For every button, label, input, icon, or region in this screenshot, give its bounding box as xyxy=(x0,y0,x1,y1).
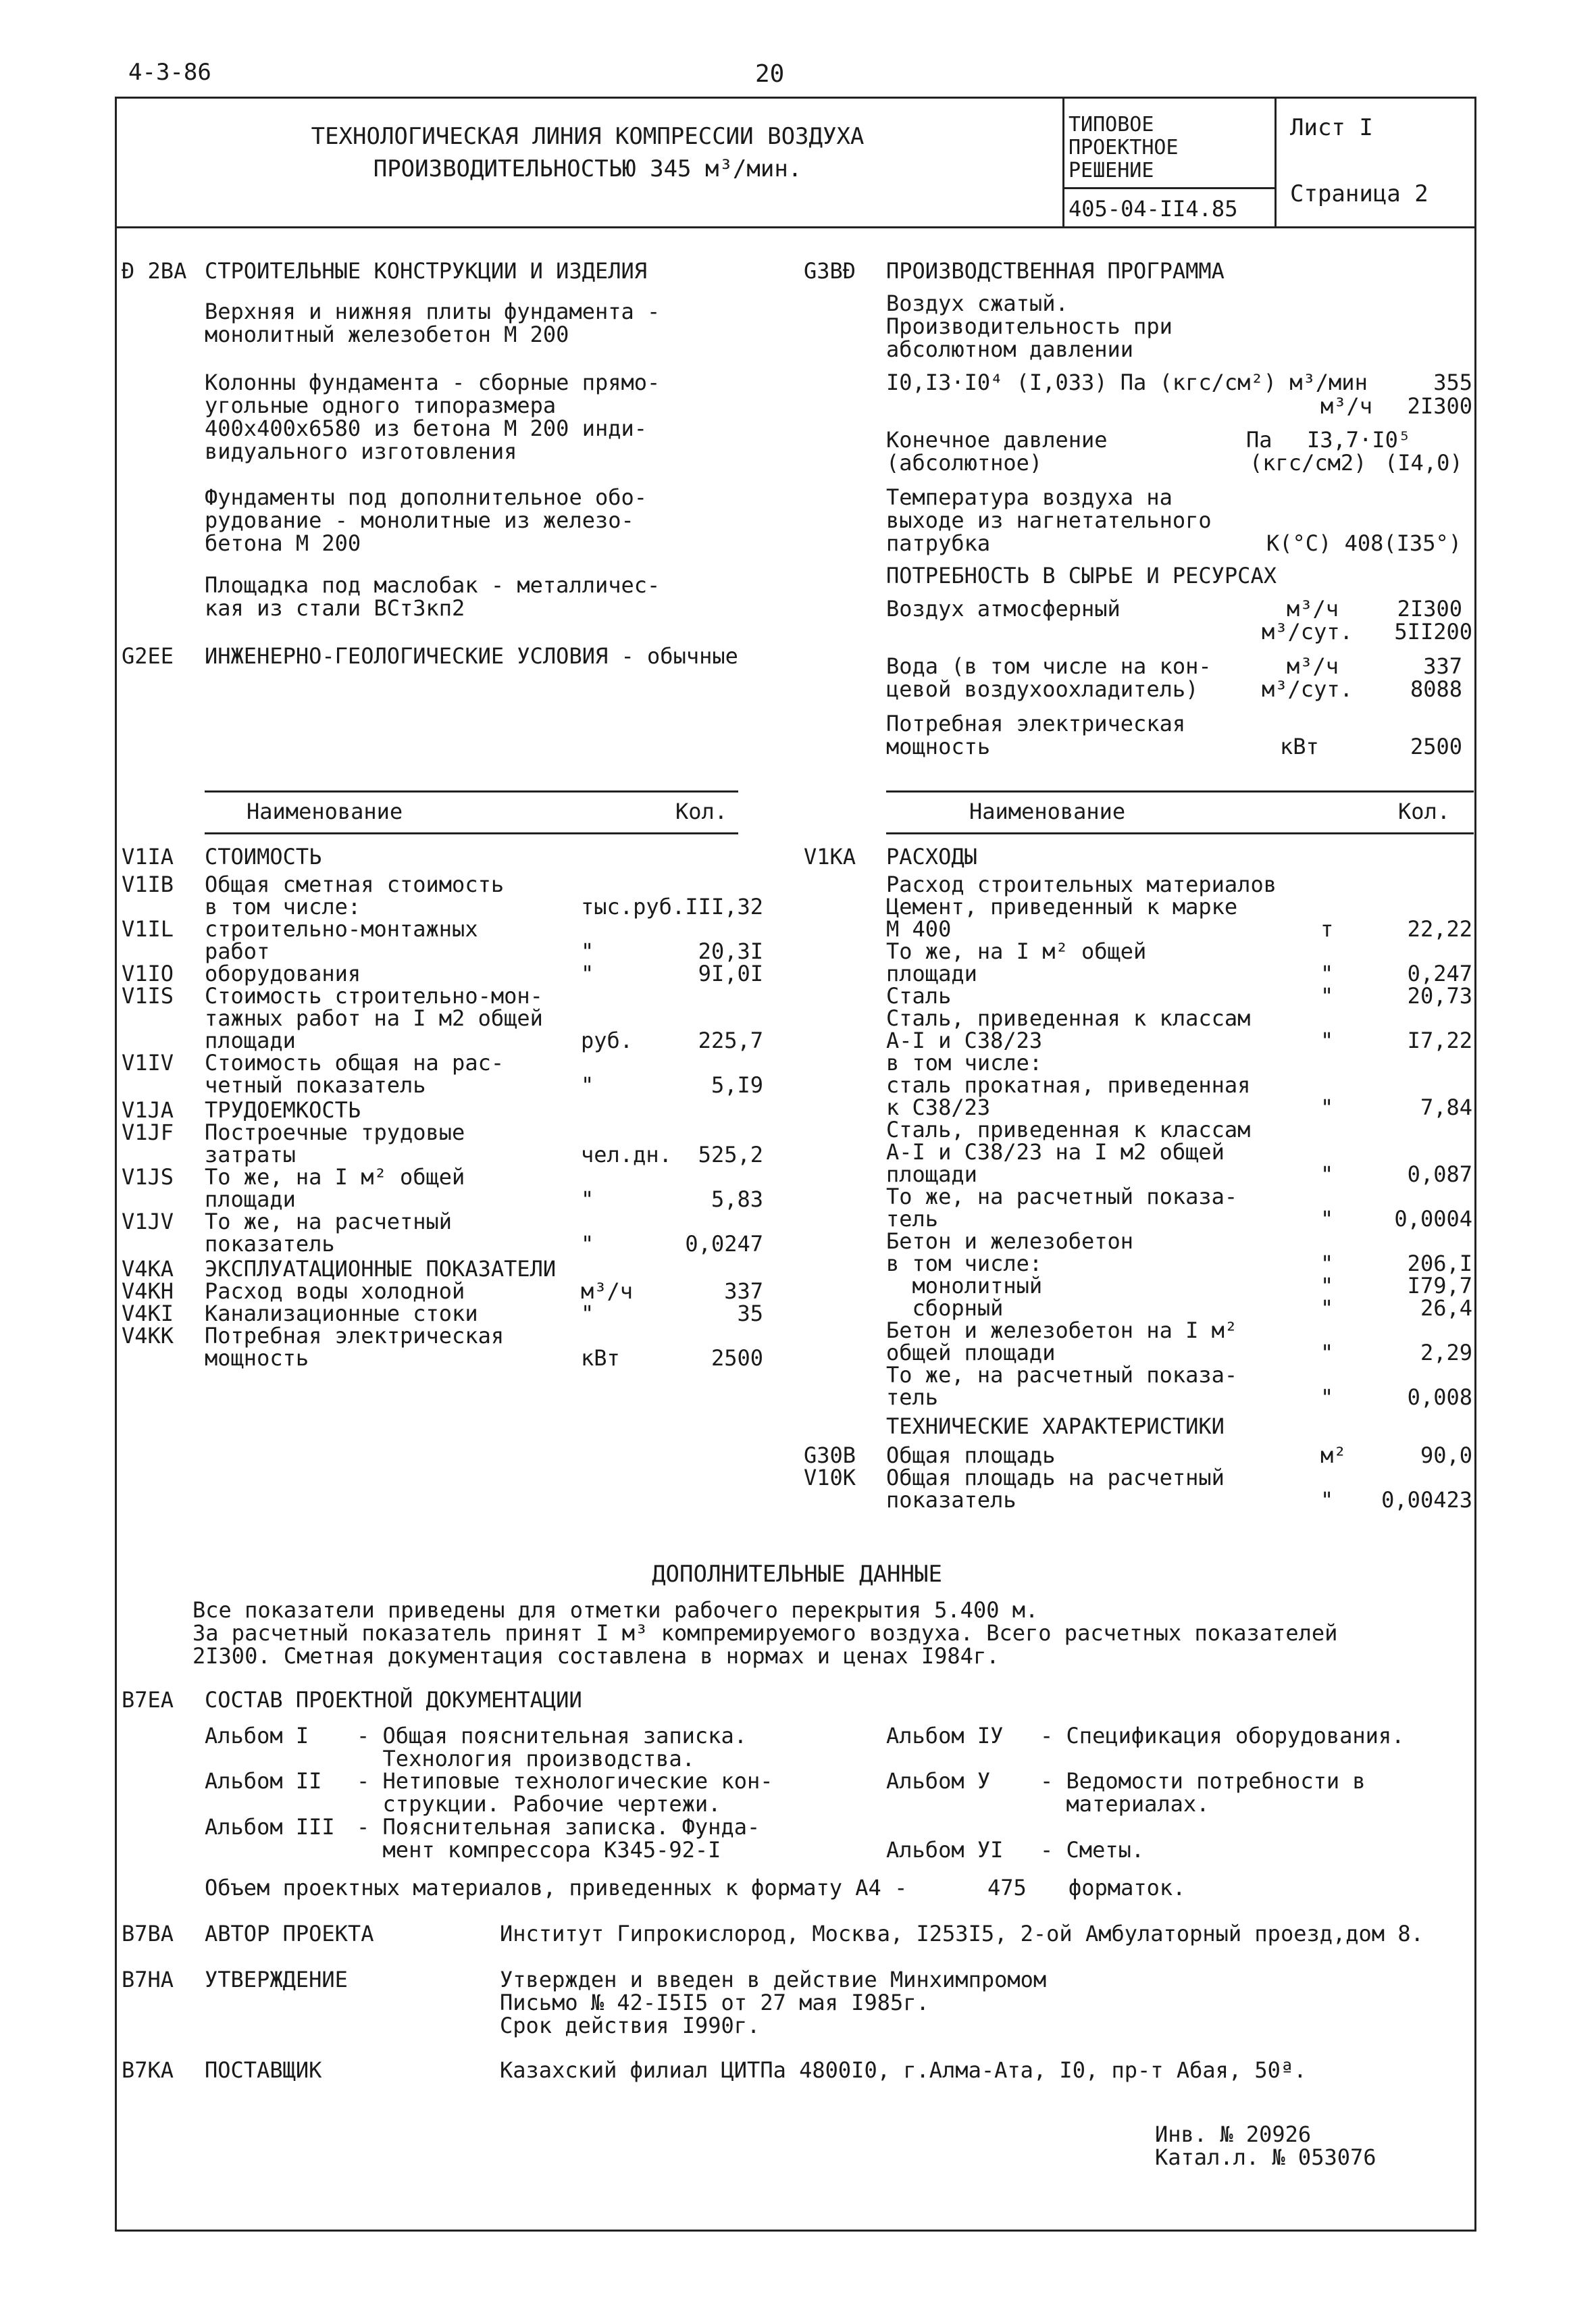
power-line-2: мощность xyxy=(886,734,991,759)
row-code: V1JF xyxy=(122,1120,174,1145)
album-description-line: материалах. xyxy=(1040,1791,1210,1817)
row-value: 0,008 xyxy=(1407,1384,1472,1410)
composition-code: B7EA xyxy=(122,1687,174,1713)
row-value: 7,84 xyxy=(1420,1095,1472,1120)
frame-top-border xyxy=(115,97,1476,99)
row-code: V1KA xyxy=(804,844,856,870)
document-code: 4-3-86 xyxy=(128,59,211,86)
row-name-line: Построечные трудовые xyxy=(205,1120,465,1145)
page-number: 20 xyxy=(755,60,785,88)
water-line-1: Вода (в том числе на кон- xyxy=(886,653,1212,679)
row-name-line: Общая сметная стоимость xyxy=(205,872,505,897)
row-code: V1IS xyxy=(122,983,174,1009)
row-code: V1IV xyxy=(122,1050,174,1076)
row-code: G30B xyxy=(804,1442,856,1468)
productivity-per-minute: 355 xyxy=(1433,370,1472,395)
row-value: 0,0247 xyxy=(685,1231,763,1257)
row-name-line: А-I и С38/23 на I м2 общей xyxy=(886,1139,1225,1165)
final-pressure-unit: Па xyxy=(1246,427,1272,453)
final-pressure-line-1: Конечное давление xyxy=(886,427,1108,453)
program-title: ПРОИЗВОДСТВЕННАЯ ПРОГРАММА xyxy=(886,258,1225,284)
row-value: 35 xyxy=(737,1301,763,1326)
row-name-line: сталь прокатная, приведенная xyxy=(886,1072,1251,1098)
row-name-line: площади xyxy=(205,1028,296,1053)
row-value: 26,4 xyxy=(1420,1295,1472,1321)
row-name-line: То же, на расчетный показа- xyxy=(886,1184,1238,1209)
row-unit: " xyxy=(1320,1384,1334,1410)
row-unit: м³/ч xyxy=(581,1278,634,1304)
row-unit: " xyxy=(1320,1340,1334,1365)
volume-value: 475 xyxy=(987,1875,1027,1901)
row-unit: " xyxy=(1320,1206,1334,1232)
row-code: V1JA xyxy=(122,1097,174,1123)
row-name-line: Стоимость строительно-мон- xyxy=(205,983,543,1009)
temperature-line-1: Температура воздуха на xyxy=(886,484,1173,510)
row-name-line: в том числе: xyxy=(205,894,361,920)
album-description-line: - Ведомости потребности в xyxy=(1040,1768,1366,1794)
row-name-line: Бетон и железобетон xyxy=(886,1228,1134,1254)
constructions-item-line: рудование - монолитные из железо- xyxy=(205,507,634,533)
row-name-line: М 400 xyxy=(886,916,952,942)
volume-unit: форматок. xyxy=(1069,1875,1186,1901)
water-value-2: 8088 xyxy=(1410,676,1462,702)
constructions-code: Ð 2BA xyxy=(122,258,187,284)
row-code: V4KA xyxy=(122,1256,174,1282)
row-value: I7,22 xyxy=(1407,1028,1472,1053)
row-unit: " xyxy=(1320,1095,1334,1120)
row-value: 5,83 xyxy=(711,1186,763,1212)
air-line-1: Воздух сжатый. xyxy=(886,291,1069,316)
water-unit-1: м³/ч xyxy=(1287,653,1339,679)
row-unit: " xyxy=(581,1186,594,1212)
row-name-line: СТОИМОСТЬ xyxy=(205,844,322,870)
water-unit-2: м³/сут. xyxy=(1262,676,1353,702)
row-name-line: А-I и С38/23 xyxy=(886,1028,1043,1053)
row-name-line: мощность xyxy=(205,1345,309,1371)
author-text: Институт Гипрокислород, Москва, I253I5, 2-ой Амбулаторный проезд,дом 8. xyxy=(500,1921,1424,1946)
constructions-item-line: Фундаменты под дополнительное обо- xyxy=(205,484,648,510)
constructions-title: СТРОИТЕЛЬНЫЕ КОНСТРУКЦИИ И ИЗДЕЛИЯ xyxy=(205,258,648,284)
row-value: 22,22 xyxy=(1407,916,1472,942)
air-line-3: абсолютном давлении xyxy=(886,336,1134,362)
final-pressure-unit-2: (кгс/см2) xyxy=(1250,450,1367,476)
row-value: 0,087 xyxy=(1407,1161,1472,1187)
album-name: Альбом У xyxy=(886,1768,991,1794)
row-unit: тыс.руб. xyxy=(581,894,686,920)
row-unit: " xyxy=(581,938,594,964)
right-table-col-qty: Кол. xyxy=(1398,799,1451,824)
row-name-line: Сталь xyxy=(886,983,952,1009)
row-unit: " xyxy=(1320,1487,1334,1513)
row-name-line: строительно-монтажных xyxy=(205,916,478,942)
geology-code: G2EE xyxy=(122,643,174,669)
frame-right-border xyxy=(1474,97,1476,2232)
row-name-line: показатель xyxy=(205,1231,335,1257)
supplier-code: B7KA xyxy=(122,2057,174,2083)
row-value: 225,7 xyxy=(698,1028,763,1053)
typical-decision-label-2: ПРОЕКТНОЕ xyxy=(1069,136,1179,159)
air-atm-unit-2: м³/сут. xyxy=(1262,619,1353,645)
title-divider-2 xyxy=(1275,97,1277,228)
final-pressure-value: I3,7·I0⁵ xyxy=(1307,427,1412,453)
catalog-number: Катал.л. № 053076 xyxy=(1155,2144,1376,2170)
row-name-line: в том числе: xyxy=(886,1251,1043,1276)
row-value: 206,I xyxy=(1407,1251,1472,1276)
row-name-line: Общая площадь на расчетный xyxy=(886,1465,1225,1490)
final-pressure-value-2: (I4,0) xyxy=(1385,450,1463,476)
temperature-line-3: патрубка xyxy=(886,530,991,556)
row-code: V1IL xyxy=(122,916,174,942)
row-name-line: Сталь, приведенная к классам xyxy=(886,1117,1251,1142)
geology-text: ИНЖЕНЕРНО-ГЕОЛОГИЧЕСКИЕ УСЛОВИЯ - обычные xyxy=(205,643,738,669)
power-unit: кВт xyxy=(1280,734,1319,759)
supplier-label: ПОСТАВЩИК xyxy=(205,2057,322,2083)
right-table-col-name: Наименование xyxy=(969,799,1126,824)
constructions-item-line: Площадка под маслобак - металличес- xyxy=(205,572,661,598)
row-name-line: тель xyxy=(886,1206,939,1232)
row-unit: м² xyxy=(1320,1442,1347,1468)
row-value: 20,73 xyxy=(1407,983,1472,1009)
row-name-line: Стоимость общая на рас- xyxy=(205,1050,505,1076)
row-name-line: То же, на расчетный показа- xyxy=(886,1362,1238,1388)
constructions-item-line: 400х400х6580 из бетона М 200 инди- xyxy=(205,416,648,441)
row-name-line: площади xyxy=(886,1161,977,1187)
album-name: Альбом II xyxy=(205,1768,322,1794)
left-table-header-rule xyxy=(205,832,738,834)
constructions-item-line: бетона М 200 xyxy=(205,530,361,556)
air-line-2: Производительность при xyxy=(886,313,1173,339)
row-unit: " xyxy=(1320,1161,1334,1187)
row-name-line: ТРУДОЕМКОСТЬ xyxy=(205,1097,361,1123)
row-unit: " xyxy=(1320,1295,1334,1321)
row-unit: чел.дн. xyxy=(581,1142,672,1167)
row-code: V10K xyxy=(804,1465,856,1490)
approval-line-3: Срок действия I990г. xyxy=(500,2013,761,2038)
row-name-line: монолитный xyxy=(886,1273,1043,1299)
productivity-hour-unit: м³/ч xyxy=(1320,393,1373,419)
pressure-line: I0,I3·I0⁴ (I,033) Па (кгс/см²) м³/мин xyxy=(886,370,1368,395)
row-name-line: четный показатель xyxy=(205,1072,426,1098)
row-code: V1JS xyxy=(122,1164,174,1190)
inventory-number: Инв. № 20926 xyxy=(1155,2121,1312,2147)
row-unit: руб. xyxy=(581,1028,634,1053)
album-description-line: мент компрессора К345-92-I xyxy=(357,1837,721,1863)
row-name-line: То же, на I м² общей xyxy=(886,938,1147,964)
constructions-item-line: видуального изготовления xyxy=(205,438,517,464)
row-value: 20,3I xyxy=(698,938,763,964)
row-code: V4KI xyxy=(122,1301,174,1326)
typical-decision-label-1: ТИПОВОЕ xyxy=(1069,113,1154,136)
left-table-col-name: Наименование xyxy=(247,799,403,824)
approval-code: B7HA xyxy=(122,1967,174,1992)
water-value-1: 337 xyxy=(1423,653,1462,679)
decision-separator xyxy=(1062,187,1277,189)
row-name-line: сборный xyxy=(886,1295,1004,1321)
row-unit: " xyxy=(581,961,594,986)
row-name-line: Расход строительных материалов xyxy=(886,872,1277,897)
row-value: 337 xyxy=(724,1278,763,1304)
row-unit: т xyxy=(1320,916,1334,942)
row-value: 0,00423 xyxy=(1381,1487,1472,1513)
temperature-line-2: выходе из нагнетательного xyxy=(886,507,1212,533)
frame-left-border xyxy=(115,97,117,2232)
constructions-item-line: монолитный железобетон М 200 xyxy=(205,322,569,347)
row-code: V4KH xyxy=(122,1278,174,1304)
title-line-2: ПРОИЗВОДИТЕЛЬНОСТЬЮ 345 м³/мин. xyxy=(373,155,802,182)
power-line-1: Потребная электрическая xyxy=(886,711,1186,736)
row-code: V1IB xyxy=(122,872,174,897)
row-value: 5,I9 xyxy=(711,1072,763,1098)
constructions-item-line: кая из стали ВСт3кп2 xyxy=(205,595,465,621)
approval-line-2: Письмо № 42-I5I5 от 27 мая I985г. xyxy=(500,1990,929,2015)
left-table-col-qty: Кол. xyxy=(675,799,728,824)
row-unit: " xyxy=(1320,1273,1334,1299)
right-table-header-rule xyxy=(886,832,1474,834)
title-block-bottom xyxy=(115,226,1476,228)
row-name-line: тажных работ на I м2 общей xyxy=(205,1005,543,1031)
row-unit: кВт xyxy=(581,1345,620,1371)
program-code: G3BÐ xyxy=(804,258,856,284)
volume-text: Объем проектных материалов, приведенных к формату А4 - xyxy=(205,1875,908,1901)
row-value: III,32 xyxy=(685,894,763,920)
row-name-line: То же, на расчетный xyxy=(205,1209,453,1234)
frame-bottom-border xyxy=(115,2230,1476,2232)
air-atm-value-2: 5II200 xyxy=(1394,619,1472,645)
row-name-line: Канализационные стоки xyxy=(205,1301,478,1326)
row-name-line: общей площади xyxy=(886,1340,1056,1365)
water-line-2: цевой воздухоохладитель) xyxy=(886,676,1199,702)
supplier-text: Казахский филиал ЦИТПа 4800I0, г.Алма-Ата, I0, пр-т Абая, 50ª. xyxy=(500,2057,1307,2083)
approval-line-1: Утвержден и введен в действие Минхимпромом xyxy=(500,1967,1047,1992)
row-name-line: То же, на I м² общей xyxy=(205,1164,465,1190)
row-name-line: в том числе: xyxy=(886,1050,1043,1076)
row-unit: " xyxy=(1320,1251,1334,1276)
final-pressure-line-2: (абсолютное) xyxy=(886,450,1043,476)
author-code: B7BA xyxy=(122,1921,174,1946)
air-atm-label: Воздух атмосферный xyxy=(886,596,1121,622)
sheet-label: Лист I xyxy=(1290,114,1373,141)
album-description-line: Технология производства. xyxy=(357,1746,695,1771)
row-name-line: Потребная электрическая xyxy=(205,1323,505,1349)
album-name: Альбом III xyxy=(205,1814,335,1840)
approval-label: УТВЕРЖДЕНИЕ xyxy=(205,1967,348,1992)
row-value: 9I,0I xyxy=(698,961,763,986)
left-table-top-rule xyxy=(205,790,738,793)
row-unit: " xyxy=(581,1301,594,1326)
row-name-line: ТЕХНИЧЕСКИЕ ХАРАКТЕРИСТИКИ xyxy=(886,1413,1225,1439)
row-code: V1IA xyxy=(122,844,174,870)
row-value: I79,7 xyxy=(1407,1273,1472,1299)
row-unit: " xyxy=(581,1072,594,1098)
row-value: 525,2 xyxy=(698,1142,763,1167)
row-name-line: Сталь, приведенная к классам xyxy=(886,1005,1251,1031)
row-code: V1JV xyxy=(122,1209,174,1234)
row-name-line: Расход воды холодной xyxy=(205,1278,465,1304)
row-name-line: тель xyxy=(886,1384,939,1410)
decision-number: 405-04-II4.85 xyxy=(1069,196,1238,222)
row-value: 2500 xyxy=(711,1345,763,1371)
album-name: Альбом УI xyxy=(886,1837,1004,1863)
album-description-line: струкции. Рабочие чертежи. xyxy=(357,1791,721,1817)
row-name-line: к С38/23 xyxy=(886,1095,991,1120)
row-value: 0,0004 xyxy=(1394,1206,1472,1232)
composition-title: СОСТАВ ПРОЕКТНОЙ ДОКУМЕНТАЦИИ xyxy=(205,1687,582,1713)
temperature-value: К(°С) 408(I35°) xyxy=(1266,530,1462,556)
row-value: 2,29 xyxy=(1420,1340,1472,1365)
album-description-line: - Нетиповые технологические кон- xyxy=(357,1768,773,1794)
row-code: V4KK xyxy=(122,1323,174,1349)
air-atm-value-1: 2I300 xyxy=(1397,596,1462,622)
album-name: Альбом I xyxy=(205,1723,309,1749)
constructions-item-line: Колонны фундамента - сборные прямо- xyxy=(205,370,661,395)
row-name-line: затраты xyxy=(205,1142,296,1167)
row-name-line: Бетон и железобетон на I м² xyxy=(886,1317,1238,1343)
row-name-line: показатель xyxy=(886,1487,1016,1513)
needs-title: ПОТРЕБНОСТЬ В СЫРЬЕ И РЕСУРСАХ xyxy=(886,563,1277,588)
album-description-line: - Спецификация оборудования. xyxy=(1040,1723,1405,1749)
album-description-line: - Сметы. xyxy=(1040,1837,1145,1863)
constructions-item-line: Верхняя и нижняя плиты фундамента - xyxy=(205,299,661,324)
additional-line-3: 2I300. Сметная документация составлена в нормах и ценах I984г. xyxy=(192,1643,1000,1669)
right-table-top-rule xyxy=(886,790,1474,793)
row-unit: " xyxy=(581,1231,594,1257)
row-name-line: ЭКСПЛУАТАЦИОННЫЕ ПОКАЗАТЕЛИ xyxy=(205,1256,557,1282)
air-atm-unit-1: м³/ч xyxy=(1287,596,1339,622)
row-code: V1IO xyxy=(122,961,174,986)
row-unit: " xyxy=(1320,983,1334,1009)
additional-line-1: Все показатели приведены для отметки рабочего перекрытия 5.400 м. xyxy=(192,1597,1039,1623)
title-divider-1 xyxy=(1062,97,1064,228)
power-value: 2500 xyxy=(1410,734,1462,759)
author-label: АВТОР ПРОЕКТА xyxy=(205,1921,374,1946)
album-description-line: - Пояснительная записка. Фунда- xyxy=(357,1814,761,1840)
row-value: 90,0 xyxy=(1420,1442,1472,1468)
additional-line-2: За расчетный показатель принят I м³ компремируемого воздуха. Всего расчетных показателей xyxy=(192,1620,1338,1646)
constructions-item-line: угольные одного типоразмера xyxy=(205,393,557,418)
row-name-line: РАСХОДЫ xyxy=(886,844,977,870)
row-name-line: площади xyxy=(205,1186,296,1212)
row-unit: " xyxy=(1320,961,1334,986)
row-unit: " xyxy=(1320,1028,1334,1053)
productivity-per-hour: 2I300 xyxy=(1407,393,1472,419)
page-label: Страница 2 xyxy=(1290,180,1428,207)
album-name: Альбом IУ xyxy=(886,1723,1004,1749)
row-name-line: Цемент, приведенный к марке xyxy=(886,894,1238,920)
row-name-line: Общая площадь xyxy=(886,1442,1056,1468)
title-line-1: ТЕХНОЛОГИЧЕСКАЯ ЛИНИЯ КОМПРЕССИИ ВОЗДУХА xyxy=(311,123,865,150)
row-name-line: площади xyxy=(886,961,977,986)
typical-decision-label-3: РЕШЕНИЕ xyxy=(1069,159,1154,182)
album-description-line: - Общая пояснительная записка. xyxy=(357,1723,747,1749)
additional-title: ДОПОЛНИТЕЛЬНЫЕ ДАННЫЕ xyxy=(652,1561,942,1588)
row-value: 0,247 xyxy=(1407,961,1472,986)
row-name-line: работ xyxy=(205,938,270,964)
row-name-line: оборудования xyxy=(205,961,361,986)
